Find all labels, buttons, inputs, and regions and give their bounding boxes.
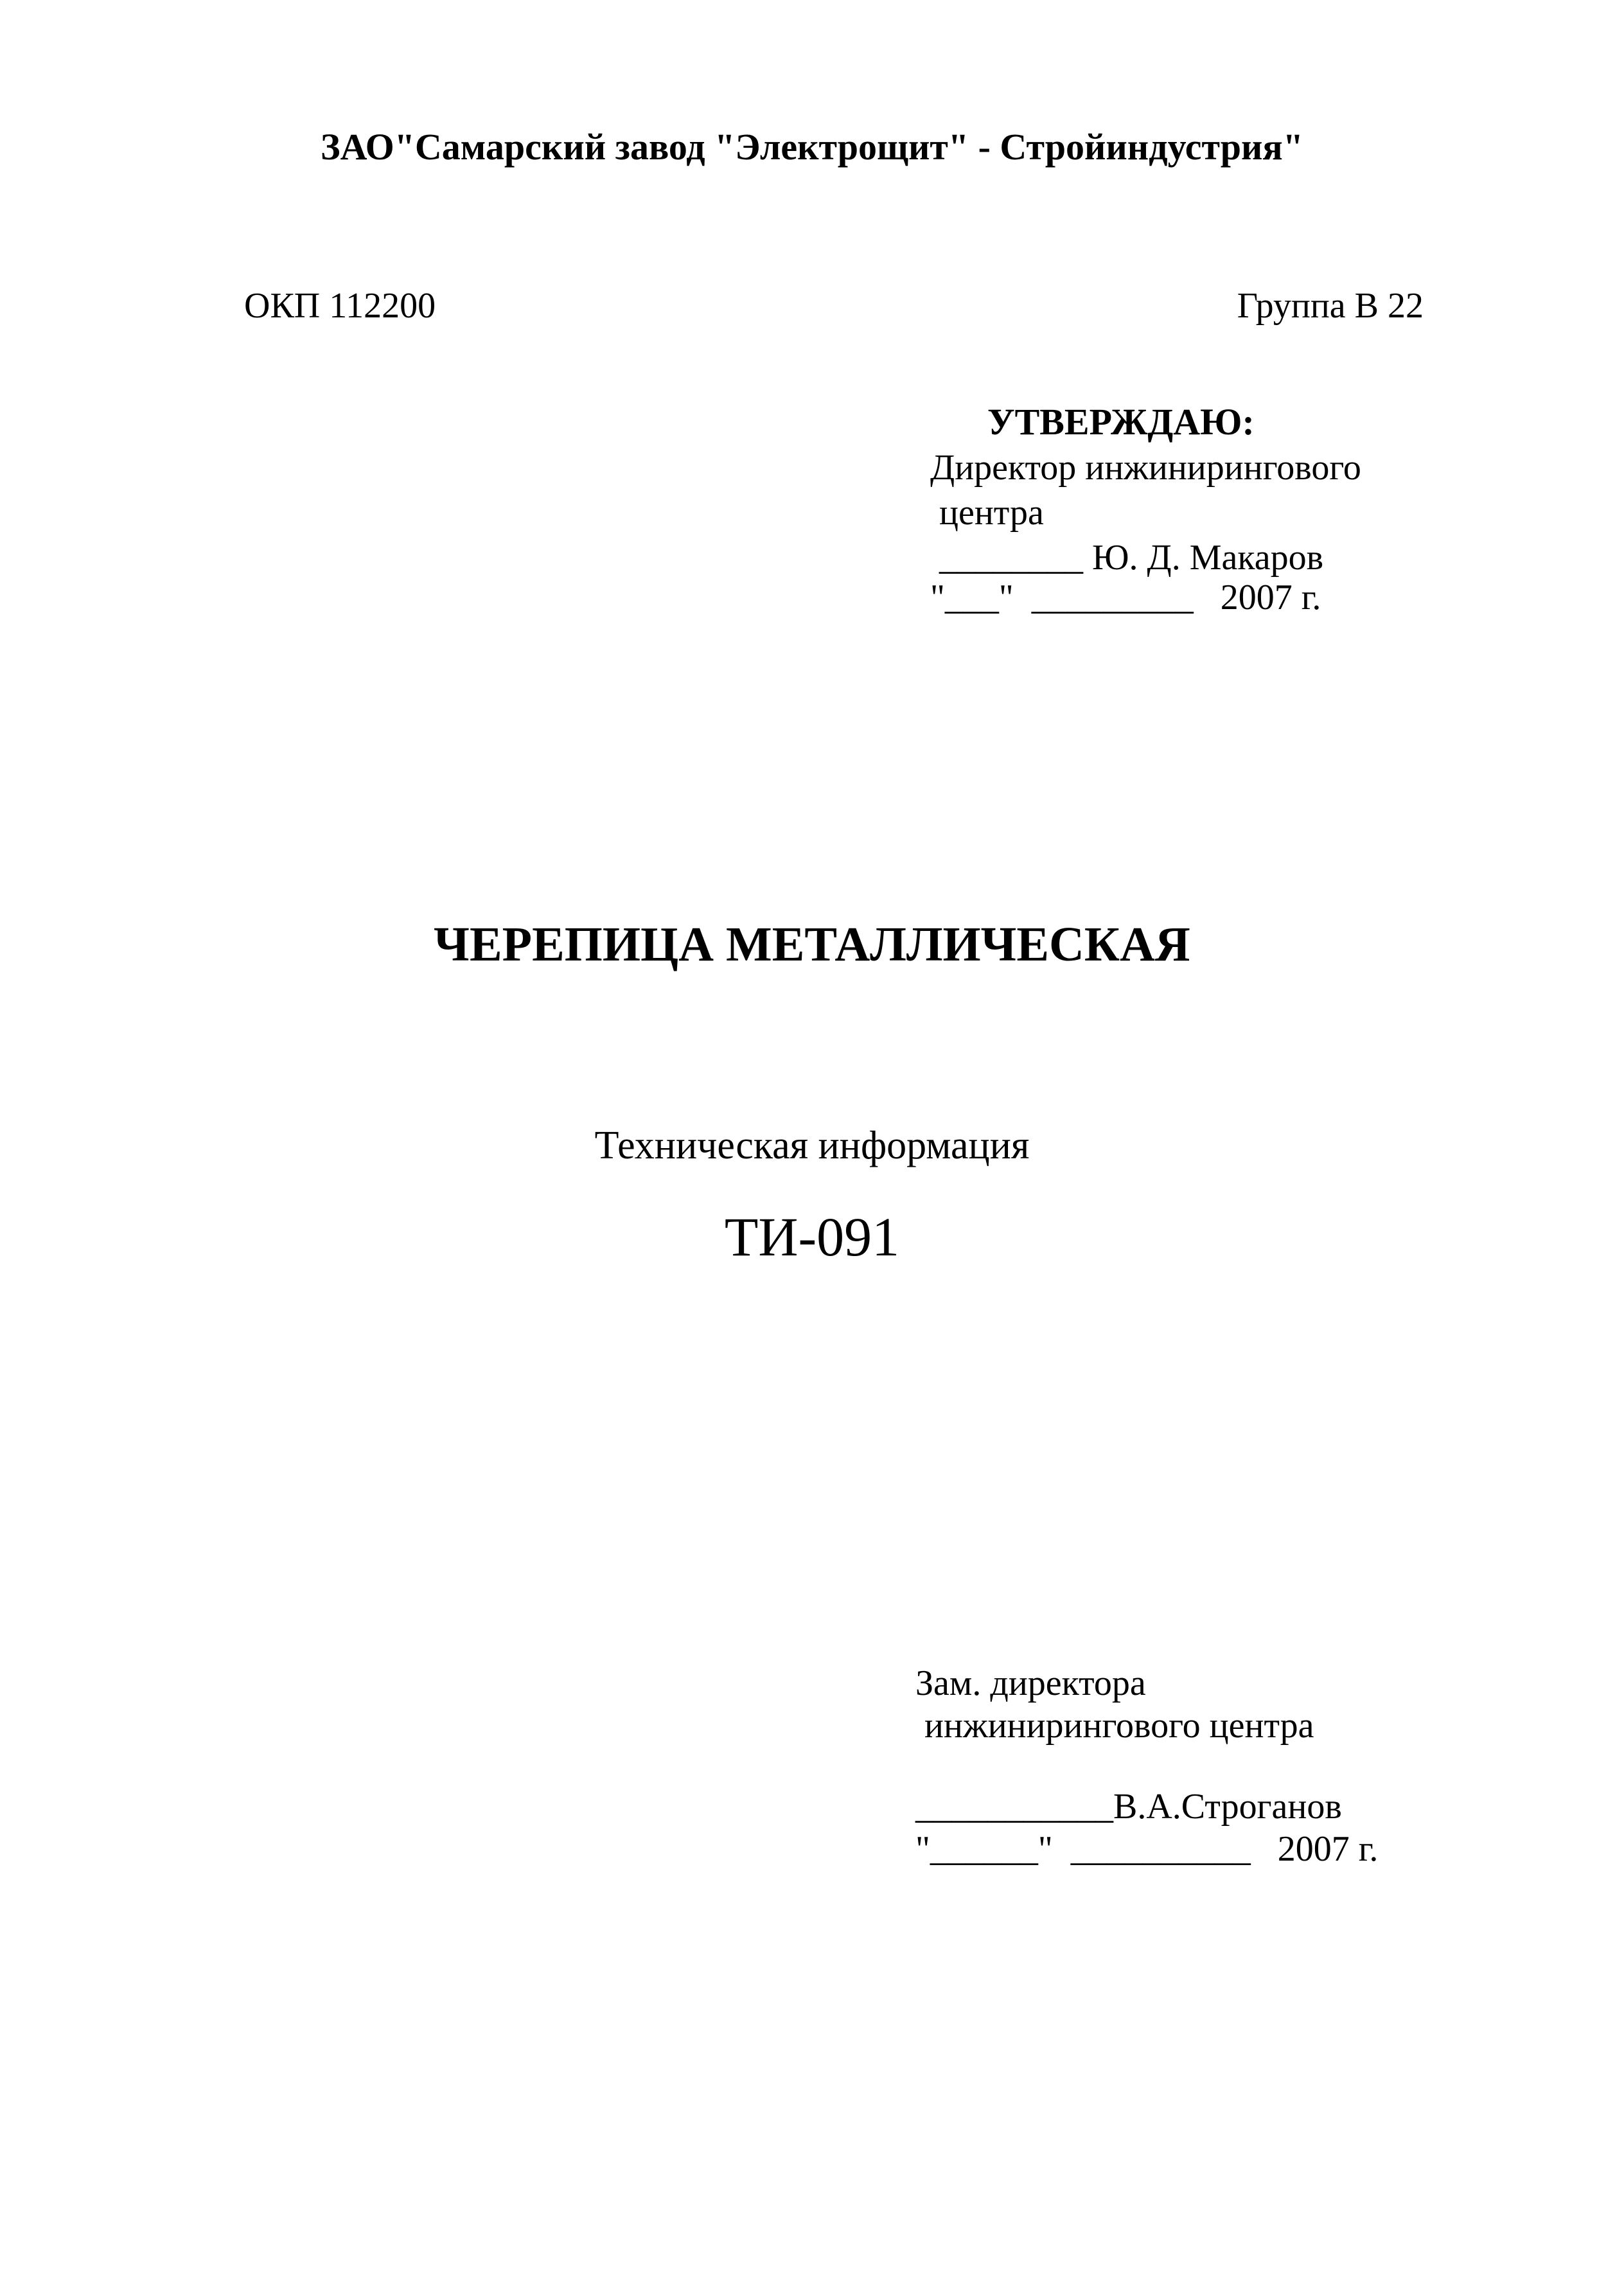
deputy-position-line1: Зам. директора <box>915 1663 1146 1703</box>
approver-position-line2: центра <box>930 493 1044 533</box>
document-code: ТИ-091 <box>724 1206 900 1268</box>
approval-title: УТВЕРЖДАЮ: <box>987 401 1255 443</box>
approver-signature-line: ________ Ю. Д. Макаров <box>930 538 1324 578</box>
company-name: ЗАО"Самарский завод "Электрощит" - Стройиндустрия" <box>321 126 1303 168</box>
group-code: Группа В 22 <box>1237 286 1424 326</box>
deputy-date-line: "______" __________ 2007 г. <box>915 1829 1379 1869</box>
document-subtitle: Техническая информация <box>594 1124 1030 1167</box>
document-title: ЧЕРЕПИЦА МЕТАЛЛИЧЕСКАЯ <box>434 917 1190 971</box>
deputy-position-line2: инжинирингового центра <box>915 1706 1314 1746</box>
approval-date-line: "___" _________ 2007 г. <box>930 578 1321 617</box>
okp-code: ОКП 112200 <box>244 286 436 326</box>
deputy-signature-line: ___________В.А.Строганов <box>915 1787 1342 1827</box>
approver-position-line1: Директор инжинирингового <box>930 448 1361 488</box>
